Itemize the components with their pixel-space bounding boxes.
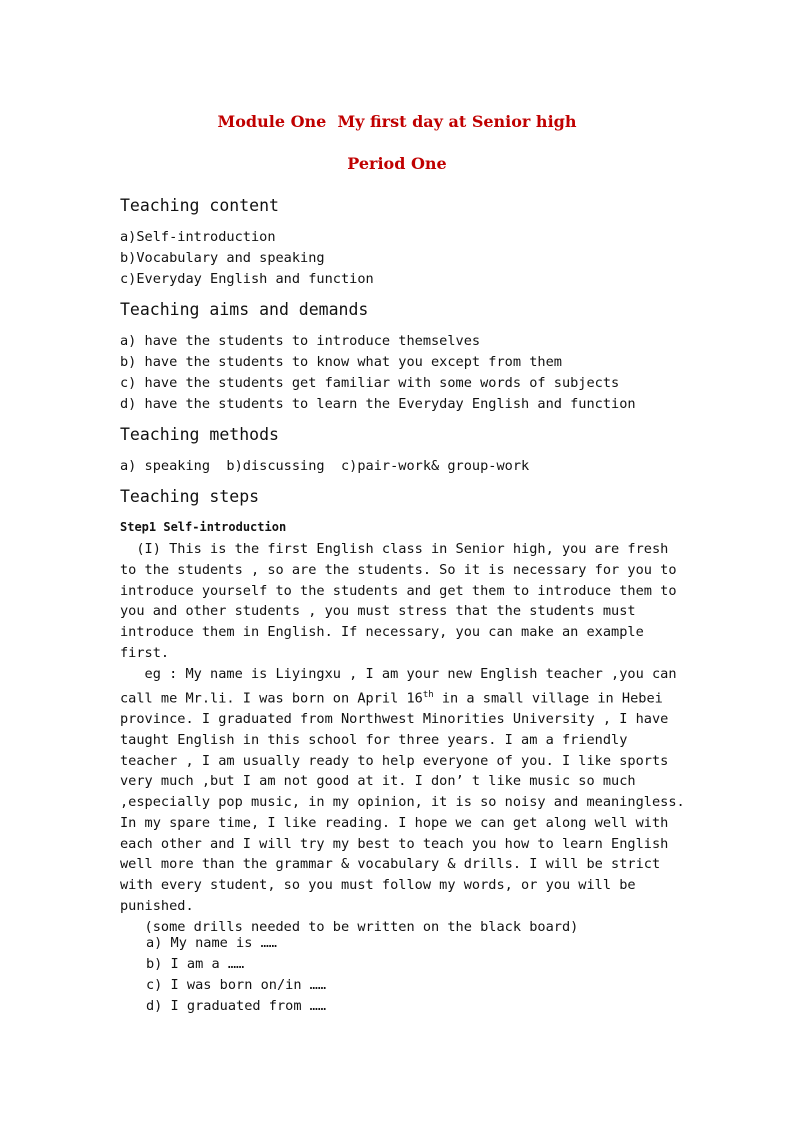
content-item: b)Vocabulary and speaking — [120, 250, 325, 266]
period-title: Period One — [347, 154, 447, 173]
paragraph-line: introduce them in English. If necessary, you can make an example — [120, 624, 644, 641]
paragraph-text: in a small village in Hebei — [433, 690, 663, 707]
drill-item: d) I graduated from …… — [146, 998, 327, 1014]
paragraph-line: you and other students , you must stress that the students must — [120, 603, 636, 620]
paragraph-line: to the students , so are the students. So it is necessary for you to — [120, 561, 677, 578]
aim-item: c) have the students get familiar with some words of subjects — [120, 375, 620, 391]
paragraph-line: taught English in this school for three years. I am a friendly — [120, 731, 628, 748]
teaching-aims-heading: Teaching aims and demands — [120, 300, 369, 319]
module-title: Module One My first day at Senior high — [217, 112, 577, 131]
paragraph-line: ,especially pop music, in my opinion, it is so noisy and meaningless. — [120, 794, 685, 811]
teaching-methods-heading: Teaching methods — [120, 425, 279, 444]
paragraph-line: punished. — [120, 898, 194, 915]
paragraph-line — [120, 685, 680, 709]
aim-item: d) have the students to learn the Everyday English and function — [120, 396, 636, 412]
teaching-steps-heading: Teaching steps — [120, 487, 260, 506]
intro-paragraph — [120, 539, 685, 938]
aim-item: b) have the students to know what you except from them — [120, 354, 562, 370]
paragraph-line: first. — [120, 644, 170, 661]
drill-item: c) I was born on/in …… — [146, 977, 327, 993]
paragraph-line: each other and I will try my best to teach you how to learn English — [120, 835, 669, 852]
paragraph-line: very much ,but I am not good at it. I don’ t like music so much — [120, 773, 636, 790]
paragraph-line: province. I graduated from Northwest Minorities University , I have — [120, 710, 669, 727]
paragraph-line: eg : My name is Liyingxu , I am your new English teacher ,you can — [120, 665, 677, 682]
paragraph-text: call me Mr.li. I was born on April 16 — [120, 690, 423, 707]
paragraph-line: teacher , I am usually ready to help everyone of you. I like sports — [120, 752, 669, 769]
methods-text: a) speaking b)discussing c)pair-work& group-work — [120, 458, 530, 474]
content-item: c)Everyday English and function — [120, 271, 374, 287]
paragraph-line: (some drills needed to be written on the black board) — [120, 918, 579, 935]
drill-item: b) I am a …… — [146, 956, 245, 972]
paragraph-line: introduce yourself to the students and get them to introduce them to — [120, 582, 677, 599]
paragraph-line: with every student, so you must follow my words, or you will be — [120, 877, 636, 894]
step1-heading: Step1 Self-introduction — [120, 520, 287, 534]
content-item: a)Self-introduction — [120, 229, 276, 245]
paragraph-line: In my spare time, I like reading. I hope we can get along well with — [120, 814, 669, 831]
ordinal-suffix: th — [422, 689, 434, 700]
aim-item: a) have the students to introduce themselves — [120, 333, 481, 349]
paragraph-line: well more than the grammar & vocabulary & drills. I will be strict — [120, 856, 661, 873]
teaching-content-heading: Teaching content — [120, 196, 279, 215]
drill-item: a) My name is …… — [146, 935, 277, 951]
paragraph-line: (I) This is the first English class in Senior high, you are fresh — [120, 541, 669, 557]
